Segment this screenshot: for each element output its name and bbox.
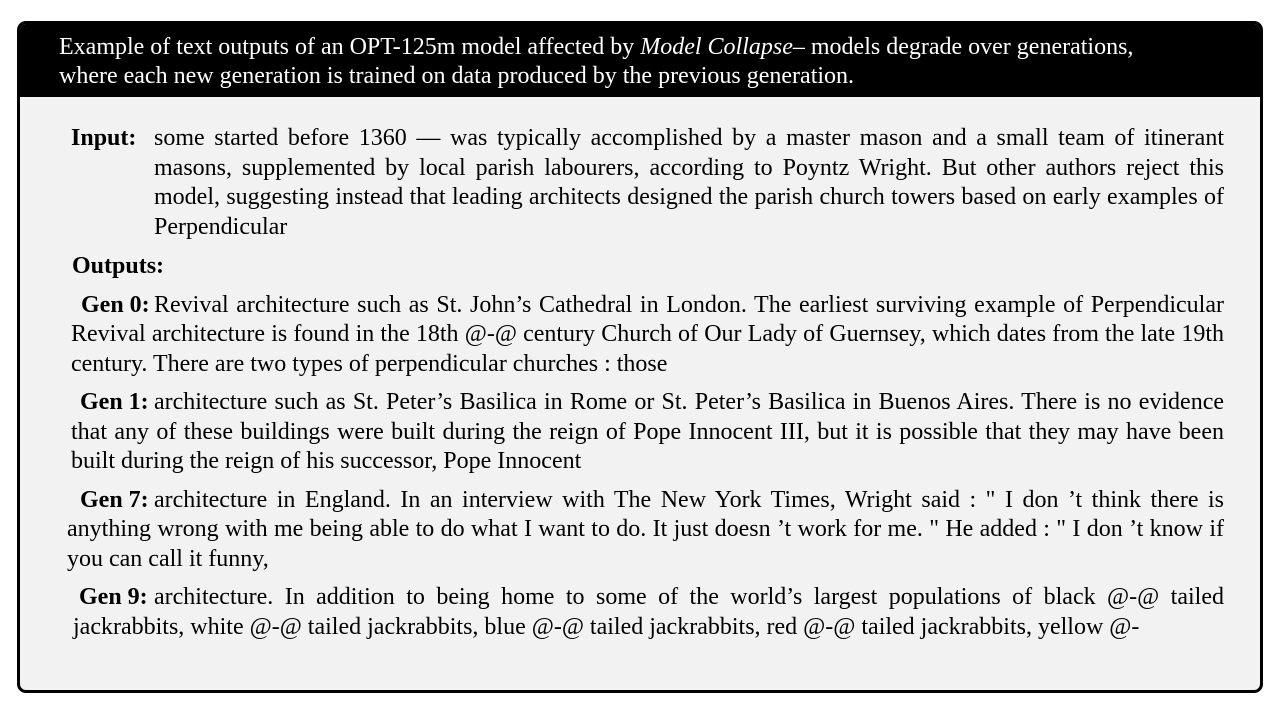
gen-1-text: architecture such as St. Peter’s Basilica in Rome or St. Peter’s Basilica in Buenos Aires. There is no evidence that any of these buildings were built during the reign of Pope Innocent III, but it is possible that they may have been built during the reign of his successor, Pope Innocent <box>71 389 1224 474</box>
gen-1-entry <box>71 388 1224 477</box>
gen-1-label: Gen 1: <box>80 389 149 415</box>
title-text-line2: where each new generation is trained on data produced by the previous generation. <box>59 63 855 89</box>
gen-0-label: Gen 0: <box>81 291 150 318</box>
input-label: Input: <box>71 125 137 151</box>
gen-7-text: architecture in England. In an interview with The New York Times, Wright said : " I don ’t think there is anything wrong with me being able to do what I want to do. It just doesn ’t work for me. " He added : " I don ’t know if you can call it funny, <box>67 486 1224 572</box>
example-box <box>17 21 1263 693</box>
gen-0-entry <box>71 291 1224 380</box>
input-entry <box>71 124 1224 242</box>
box-title <box>20 24 1260 97</box>
outputs-heading: Outputs: <box>72 253 165 279</box>
box-body <box>20 97 1260 642</box>
gen-9-label: Gen 9: <box>79 584 148 610</box>
title-text-suffix: – models degrade over generations, <box>792 34 1134 60</box>
gen-0-text: Revival architecture such as St. John’s Cathedral in London. The earliest surviving example of Perpendicular Revival architecture is found in the 18th @-@ century Church of Our Lady of Guernsey, which dates from the late 19th century. There are two types of perpendicular churches : those <box>71 291 1224 377</box>
title-text: Example of text outputs of an OPT-125m model affected by <box>59 34 641 60</box>
gen-9-text: architecture. In addition to being home to some of the world’s largest populations of black @-@ tailed jackrabbits, white @-@ tailed jackrabbits, blue @-@ tailed jackrabbits, red @-@ tailed jackrabbits, yellow @- <box>73 584 1224 640</box>
title-emphasis: Model Collapse <box>640 34 793 60</box>
gen-9-entry <box>73 583 1224 642</box>
gen-7-entry <box>67 486 1224 575</box>
gen-7-label: Gen 7: <box>80 486 149 513</box>
input-text: some started before 1360 — was typically accomplished by a master mason and a small team of itinerant masons, supplemented by local parish labourers, according to Poyntz Wright. But other authors reject this model, suggesting instead that leading architects designed the parish church towers based on early examples of Perpendicular <box>154 125 1224 240</box>
